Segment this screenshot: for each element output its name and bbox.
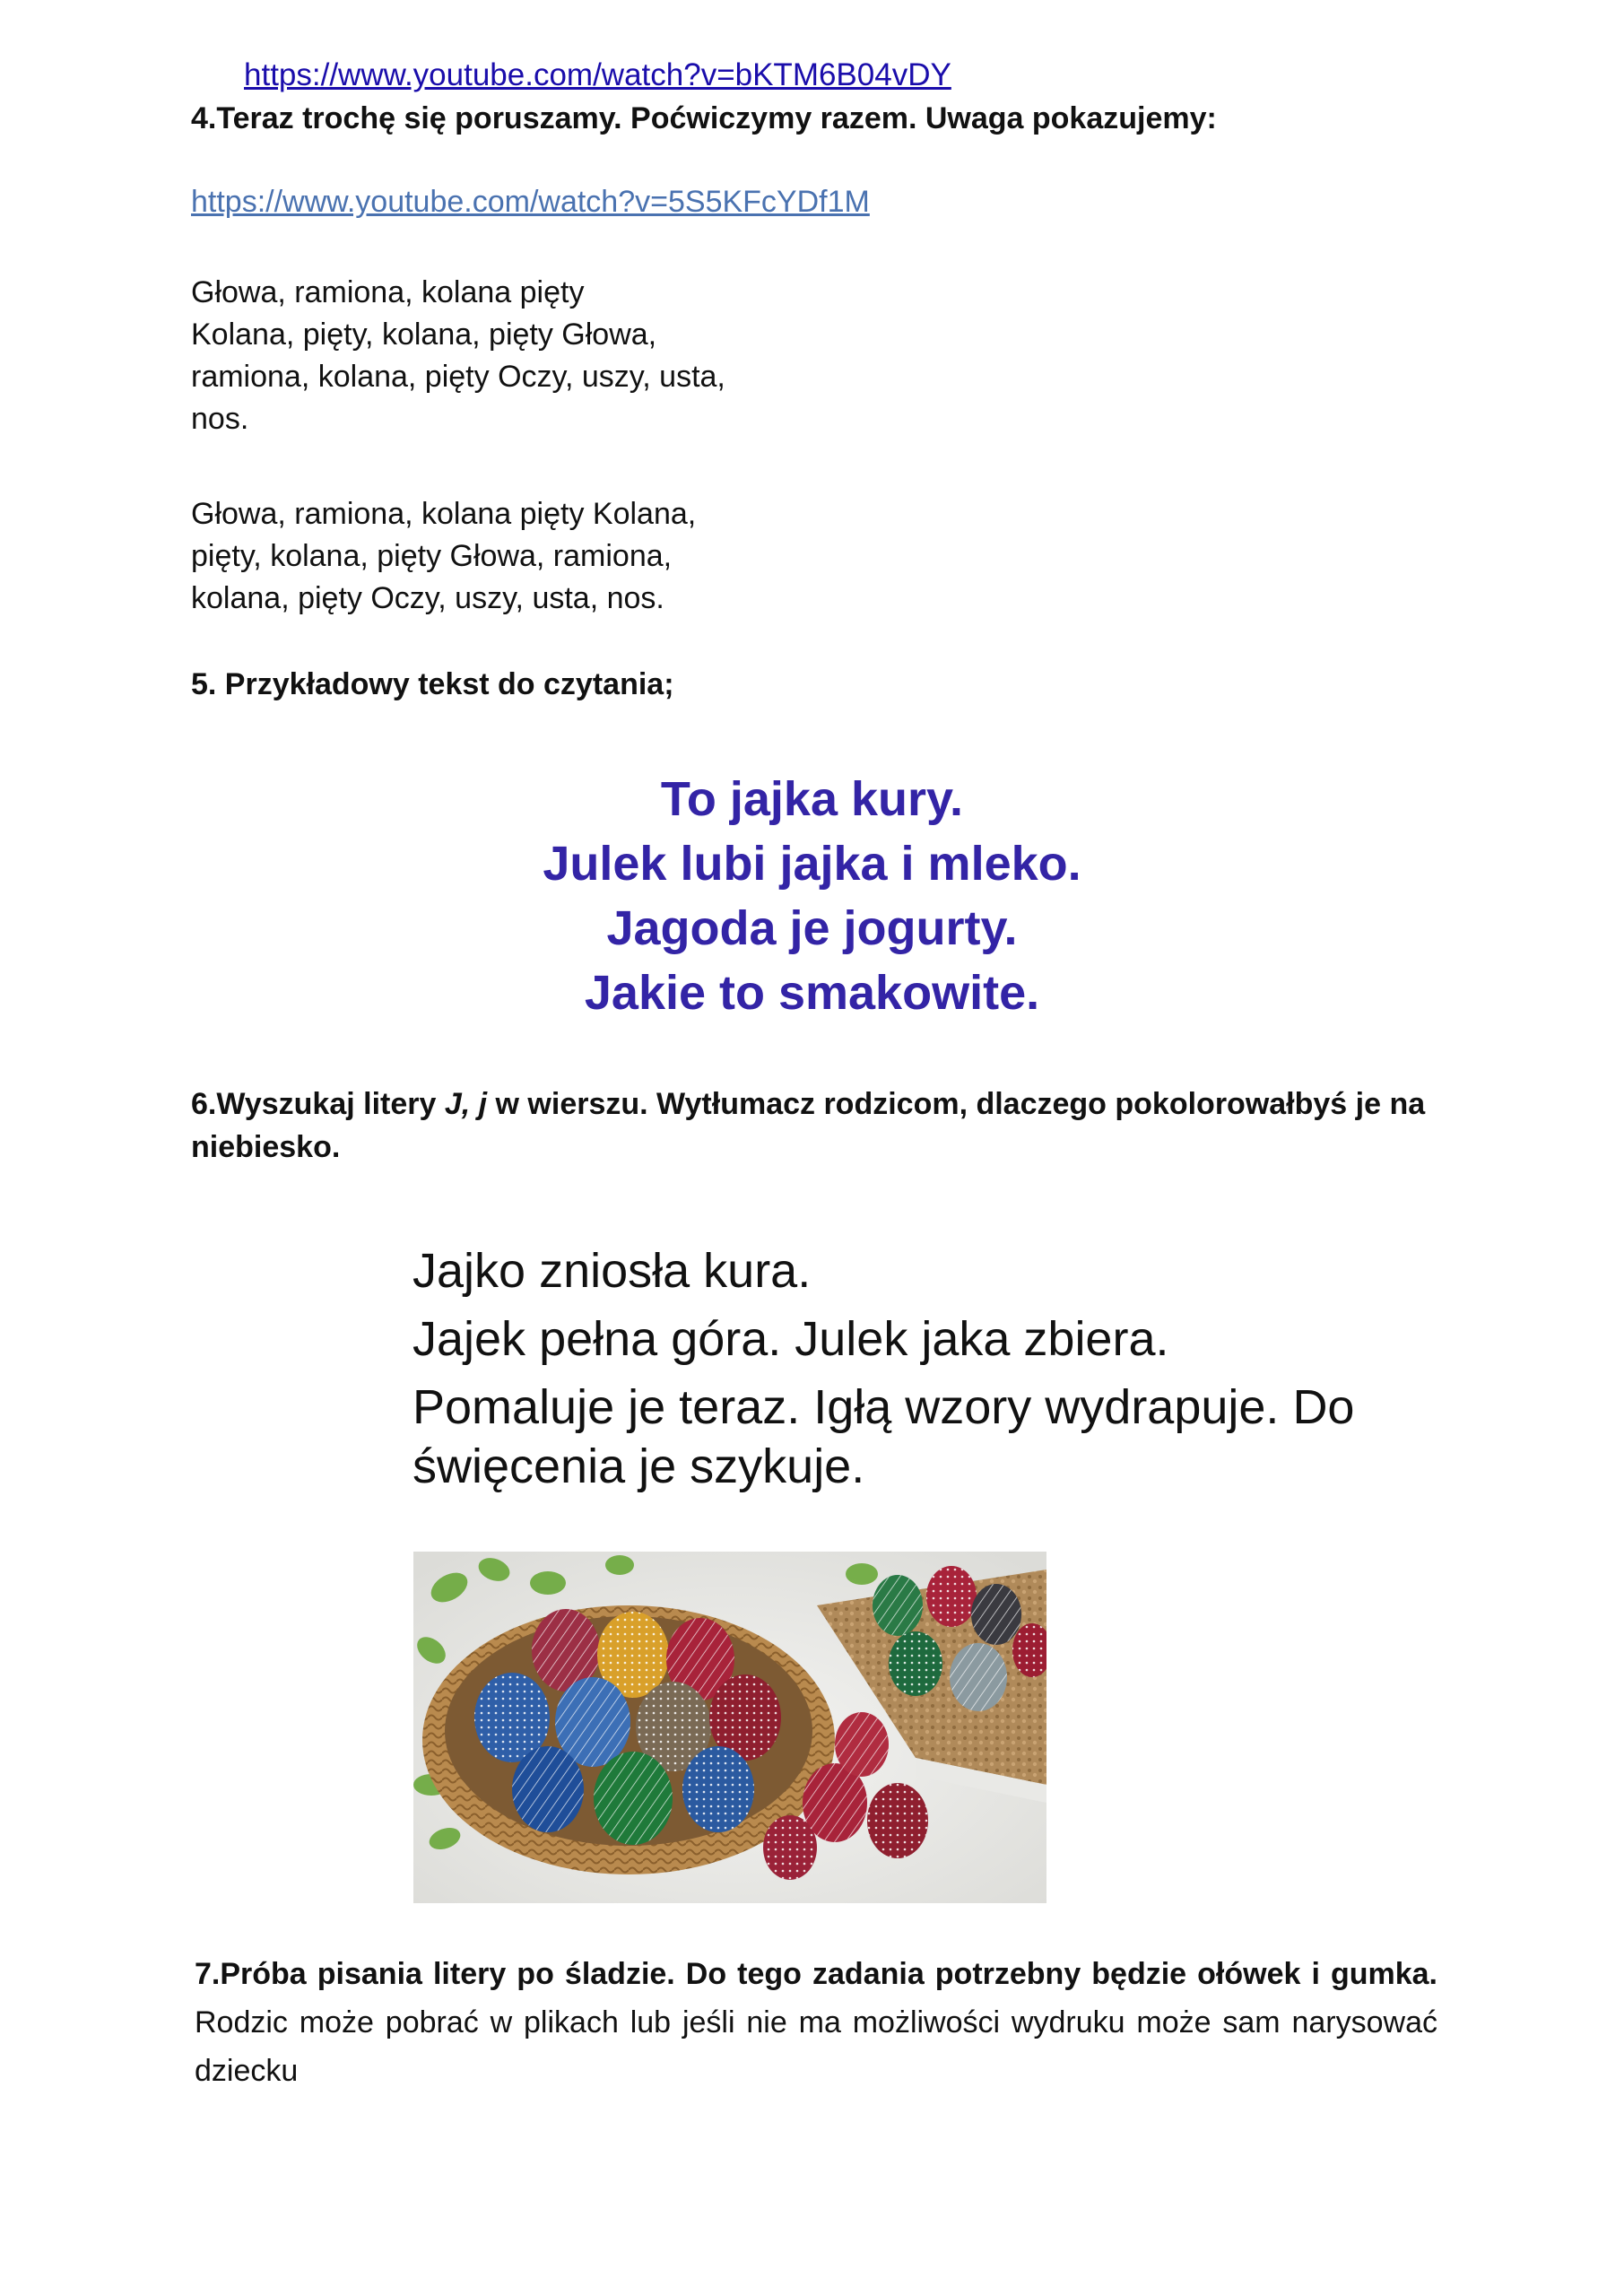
reading-line: Jakie to smakowite. xyxy=(584,966,1040,1020)
youtube-link-2[interactable]: https://www.youtube.com/watch?v=5S5KFcYDf1M xyxy=(191,185,870,219)
reading-line: Jagoda je jogurty. xyxy=(606,901,1018,955)
lyrics-line: kolana, pięty Oczy, uszy, usta, nos. xyxy=(191,581,664,615)
section-4-heading: 4.Teraz trochę się poruszamy. Poćwiczymy razem. Uwaga pokazujemy: xyxy=(191,101,1217,135)
easter-eggs-photo xyxy=(413,1552,1046,1903)
heading-text: w wierszu. Wytłumacz rodzicom, dlaczego pokolorowałbyś je na niebiesko. xyxy=(191,1087,1426,1164)
poem-line: Pomaluje je teraz. Igłą wzory wydrapuje. Do święcenia je szykuje. xyxy=(413,1380,1355,1493)
poem-line: Jajek pełna góra. Julek jaka zbiera. xyxy=(413,1312,1169,1366)
lyrics-block-1 xyxy=(191,272,725,440)
lyrics-line: nos. xyxy=(191,402,249,436)
lyrics-line: Kolana, pięty, kolana, pięty Głowa, xyxy=(191,317,657,352)
lyrics-line: pięty, kolana, pięty Głowa, ramiona, xyxy=(191,539,673,573)
section-7-normal: Rodzic może pobrać w plikach lub jeśli nie ma możliwości wydruku może sam narysować dziecku xyxy=(195,2005,1437,2088)
lyrics-line: ramiona, kolana, pięty Oczy, uszy, usta, xyxy=(191,360,725,394)
heading-letters: J, j xyxy=(444,1087,488,1121)
section-6-heading xyxy=(191,1083,1464,1169)
lyrics-line: Głowa, ramiona, kolana pięty xyxy=(191,275,585,309)
poem xyxy=(413,1241,1399,1505)
section-7-bold: 7.Próba pisania litery po śladzie. Do tego zadania potrzebny będzie ołówek i gumka. xyxy=(195,1957,1437,1991)
lyrics-block-2 xyxy=(191,493,696,620)
reading-text xyxy=(0,767,1624,1025)
section-7-text xyxy=(195,1950,1437,2095)
lyrics-line: Głowa, ramiona, kolana pięty Kolana, xyxy=(191,497,697,531)
heading-text: 6.Wyszukaj litery xyxy=(191,1087,445,1121)
poem-line: Jajko zniosła kura. xyxy=(413,1244,812,1298)
reading-line: To jajka kury. xyxy=(660,772,964,826)
youtube-link-1[interactable]: https://www.youtube.com/watch?v=bKTM6B04vDY xyxy=(244,57,951,92)
section-5-heading: 5. Przykładowy tekst do czytania; xyxy=(191,667,674,701)
reading-line: Julek lubi jajka i mleko. xyxy=(543,837,1081,891)
